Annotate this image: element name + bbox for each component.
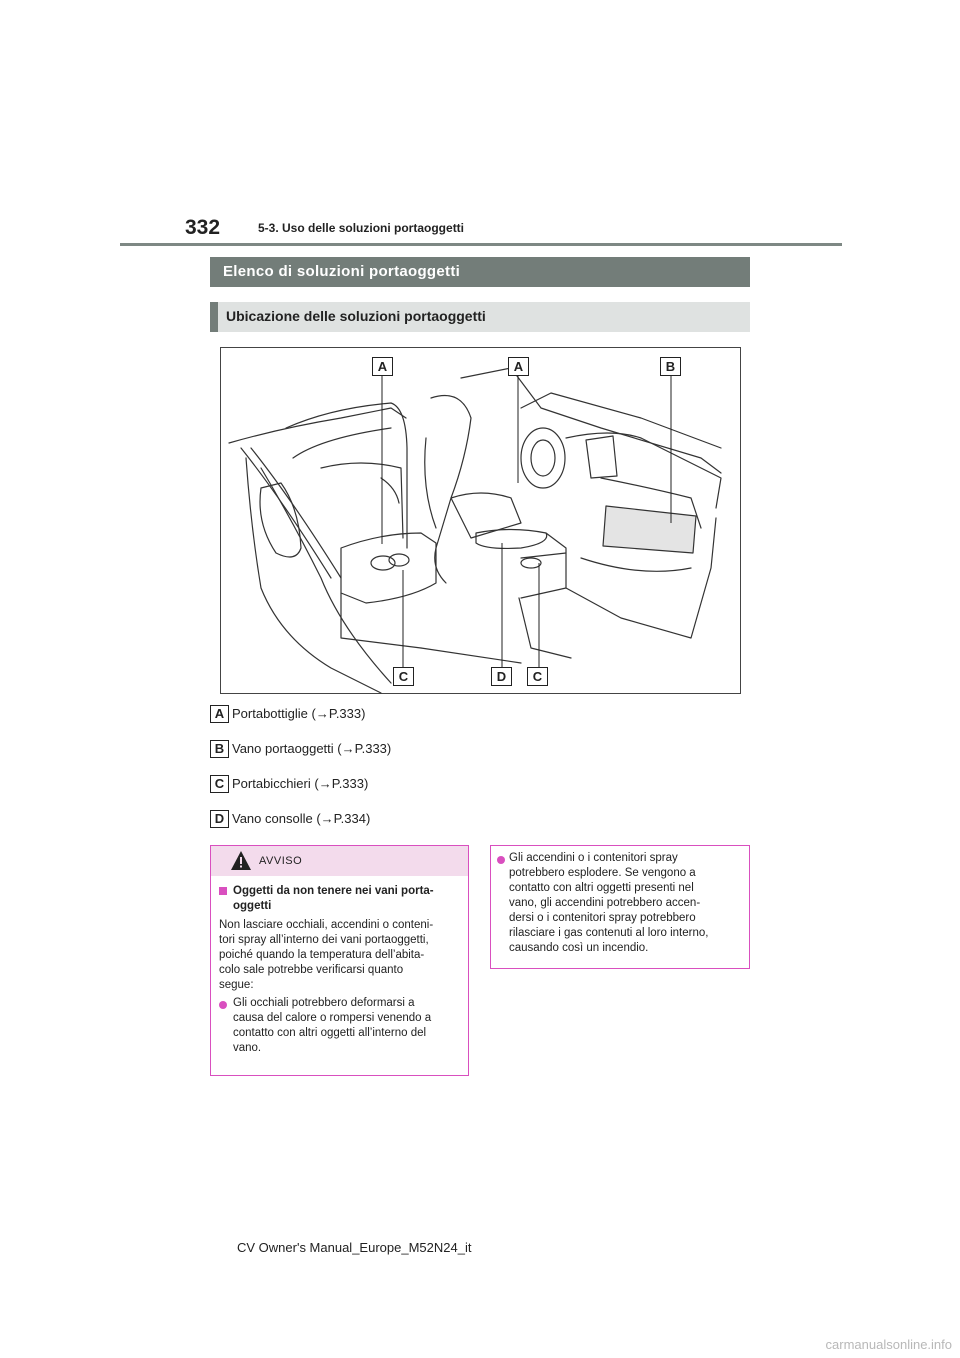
running-head: 5-3. Uso delle soluzioni portaoggetti	[258, 221, 465, 235]
warning-heading-text: Oggetti da non tenere nei vani porta- oggetti	[233, 885, 434, 912]
legend-key: D	[210, 810, 229, 828]
subsection-title-bar	[210, 302, 750, 332]
section-title-bar	[210, 257, 750, 287]
subsection-title: Ubicazione delle soluzioni portaoggetti	[226, 308, 486, 324]
warning-bullet-1: Gli occhiali potrebbero deformarsi a causa del calore o rompersi venendo a contatto con altri oggetti all’interno del vano.	[233, 997, 432, 1054]
section-title: Elenco di soluzioni portaoggetti	[223, 263, 461, 280]
warning-box	[210, 845, 469, 1076]
legend-key: A	[210, 705, 229, 723]
legend-text: Vano portaoggetti (→P.333)	[232, 741, 392, 756]
legend-text: Portabicchieri (→P.333)	[232, 776, 369, 791]
square-bullet-icon	[219, 887, 227, 895]
legend-text: Vano consolle (→P.334)	[232, 811, 371, 826]
footer-manual-id: CV Owner's Manual_Europe_M52N24_it	[237, 1240, 472, 1255]
warning-bullet-2: Gli accendini o i contenitori spray potrebbero esplodere. Se vengono a contatto con altri oggetti presenti nel vano, gli accendini potrebbero accen- dersi o i contenitori spray potrebbero rilasciare i gas contenuti al loro interno, causando così un incendio.	[509, 852, 709, 954]
legend-key: B	[210, 740, 229, 758]
warning-header	[211, 846, 468, 876]
warning-title: AVVISO	[259, 855, 303, 867]
watermark: carmanualsonline.info	[825, 1337, 952, 1352]
interior-line-drawing	[221, 348, 742, 695]
legend-text: Portabottiglie (→P.333)	[232, 706, 366, 721]
car-interior-illustration	[220, 347, 741, 694]
bullet-dot-icon	[497, 856, 505, 864]
warning-body: Non lasciare occhiali, accendini o conteni- tori spray all’interno dei vani portaoggetti, poiché quando la temperatura dell’abita- colo sale potrebbe verificarsi quanto segue:	[219, 919, 434, 991]
callout-c-front: C	[527, 667, 548, 686]
callout-a-front: A	[508, 357, 529, 376]
warning-continuation-box	[490, 845, 750, 969]
legend-key: C	[210, 775, 229, 793]
callout-b: B	[660, 357, 681, 376]
header-rule	[120, 243, 842, 246]
bullet-dot-icon	[219, 1001, 227, 1009]
callout-c-rear: C	[393, 667, 414, 686]
callout-d: D	[491, 667, 512, 686]
warning-triangle-icon	[230, 850, 252, 871]
callout-a-rear: A	[372, 357, 393, 376]
warning-heading	[219, 884, 464, 914]
page-number: 332	[185, 216, 221, 239]
